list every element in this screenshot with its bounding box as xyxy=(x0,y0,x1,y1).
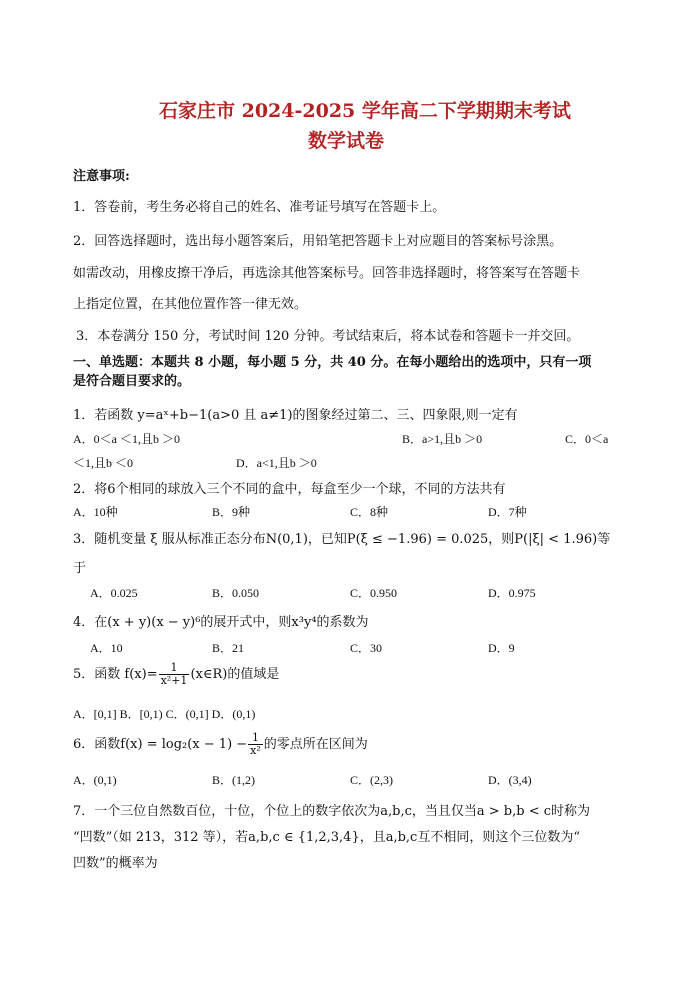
question-3-option-c: C．0.950 xyxy=(350,586,398,600)
notice-item-2-cont: 如需改动，用橡皮擦干净后，再选涂其他答案标号。回答非选择题时，将答案写在答题卡 xyxy=(73,266,581,281)
notice-item-2: 2．回答选择题时，选出每小题答案后，用铅笔把答题卡上对应题目的答案标号涂黑。 xyxy=(73,234,563,249)
question-5-stem-prefix: 5．函数 f(x)= xyxy=(73,667,158,682)
fraction-denominator: x² xyxy=(250,744,261,757)
question-1-stem: 1．若函数 y=aˣ+b−1(a>0 且 a≠1)的图象经过第二、三、四象限,则一定有 xyxy=(73,408,518,423)
question-2-option-a: A．10种 xyxy=(73,505,118,519)
question-6-option-c: C．(2,3) xyxy=(350,773,393,787)
question-3-option-a: A．0.025 xyxy=(90,586,138,600)
question-4-option-c: C．30 xyxy=(350,641,383,655)
question-3-stem-cont: 于 xyxy=(73,561,87,576)
question-7-stem: 7．一个三位自然数百位，十位，个位上的数字依次为a,b,c，当且仅当a > b,b < c时称为 xyxy=(73,804,591,819)
question-1-option-d: D．a<1,且b ＞0 xyxy=(236,456,317,470)
question-3-stem: 3．随机变量 ξ 服从标准正态分布N(0,1)，已知P(ξ ≤ −1.96) = 0.025，则P(|ξ| < 1.96)等 xyxy=(73,532,611,547)
fraction-numerator: 1 xyxy=(159,662,190,675)
fraction-denominator: x²+1 xyxy=(160,674,188,687)
notice-item-1: 1．答卷前，考生务必将自己的姓名、准考证号填写在答题卡上。 xyxy=(73,200,446,215)
question-1-option-b: B．a>1,且b ＞0 xyxy=(402,432,483,446)
question-6-stem-suffix: 的零点所在区间为 xyxy=(263,737,368,752)
notice-item-3: 3．本卷满分 150 分，考试时间 120 分钟。考试结束后，将本试卷和答题卡一并交回。 xyxy=(76,329,580,344)
question-1-option-a: A．0＜a ＜1,且b ＞0 xyxy=(73,432,180,446)
question-7-stem-cont: 凹数”的概率为 xyxy=(73,856,158,871)
question-5-stem xyxy=(73,662,279,687)
question-5-stem-suffix: (x∈R)的值域是 xyxy=(190,667,280,682)
question-6-stem xyxy=(73,732,368,757)
section-heading xyxy=(73,353,633,391)
question-7-stem-cont: “凹数”（如 213，312 等），若a,b,c ∈ {1,2,3,4}，且a,b,c互不相同，则这个三位数为“ xyxy=(73,830,580,845)
question-4-stem: 4．在(x + y)(x − y)⁶的展开式中，则x³y⁴的系数为 xyxy=(73,615,369,630)
question-5-options: A．[0,1] B．[0,1) C．(0,1] D．(0,1) xyxy=(73,707,256,721)
question-3-option-b: B．0.050 xyxy=(212,586,260,600)
question-4-option-b: B．21 xyxy=(212,641,245,655)
notice-item-2-cont: 上指定位置，在其他位置作答一律无效。 xyxy=(73,297,308,312)
section-heading-line: 是符合题目要求的。 xyxy=(73,374,191,389)
question-2-stem: 2．将6个相同的球放入三个不同的盒中，每盒至少一个球，不同的方法共有 xyxy=(73,482,506,497)
question-1-option-c: C．0＜a xyxy=(565,432,609,446)
notice-heading: 注意事项: xyxy=(73,169,130,184)
question-4-option-a: A．10 xyxy=(90,641,123,655)
question-6-stem-prefix: 6．函数f(x) = log₂(x − 1) − xyxy=(73,737,248,752)
question-2-option-c: C．8种 xyxy=(350,505,389,519)
question-3-option-d: D．0.975 xyxy=(488,586,536,600)
section-heading-line: 一、单选题：本题共 8 小题，每小题 5 分，共 40 分。在每小题给出的选项中，只有一项 xyxy=(73,355,592,370)
question-4-option-d: D．9 xyxy=(488,641,515,655)
question-6-option-b: B．(1,2) xyxy=(212,773,255,787)
fraction xyxy=(159,662,190,687)
question-6-option-a: A．(0,1) xyxy=(73,773,117,787)
fraction xyxy=(248,732,263,757)
exam-title: 石家庄市 2024-2025 学年高二下学期期末考试 xyxy=(159,100,571,122)
question-2-option-b: B．9种 xyxy=(212,505,251,519)
fraction-numerator: 1 xyxy=(248,732,263,745)
exam-subtitle: 数学试卷 xyxy=(308,130,385,152)
question-2-option-d: D．7种 xyxy=(488,505,527,519)
question-6-option-d: D．(3,4) xyxy=(488,773,532,787)
question-1-option-c-cont: ＜1,且b ＜0 xyxy=(73,456,134,470)
